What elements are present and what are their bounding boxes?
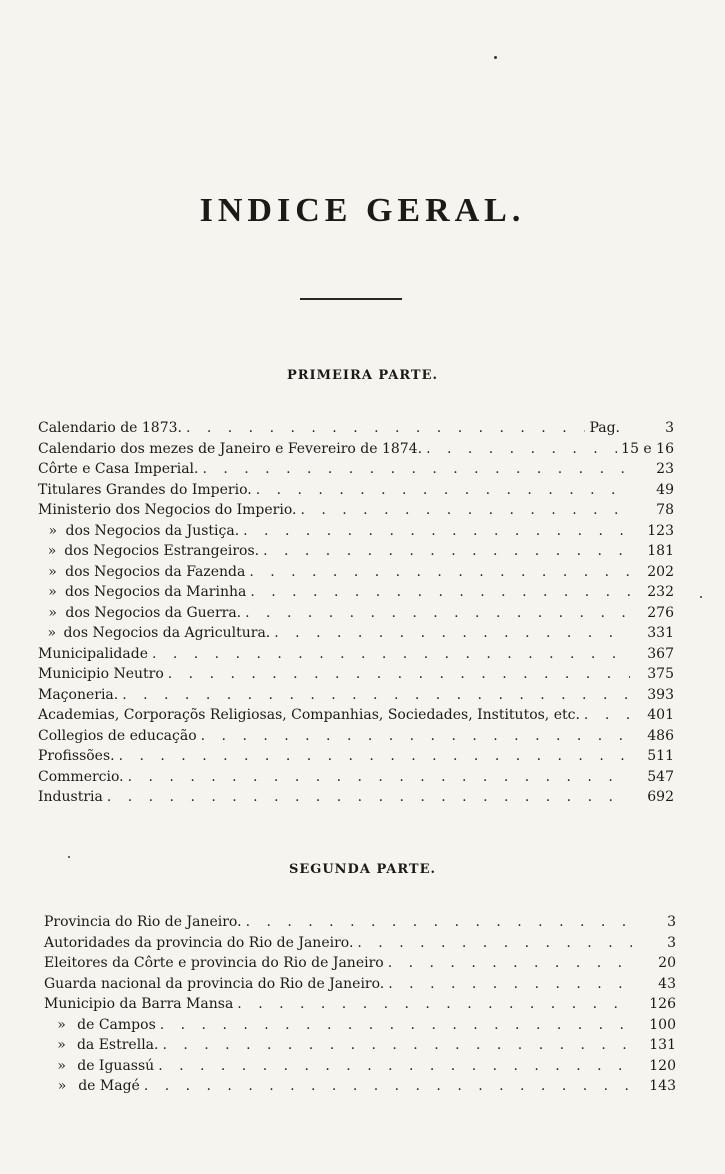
toc-entry [38,767,674,788]
entry-page-number: 43 [658,975,676,992]
leader-dots [388,953,632,974]
leader-dots [168,664,630,685]
entry-page-number: 23 [656,461,674,477]
entry-page-number: 511 [647,748,674,764]
leader-dots [300,500,630,521]
toc-entry [38,582,674,603]
leader-dots [201,726,630,747]
leader-dots [256,480,630,501]
entry-label: Industria [38,789,103,805]
entry-page-number: 3 [667,914,676,930]
ditto-mark: » [57,1016,66,1033]
entry-page-number: 126 [649,996,676,1012]
toc-entry [44,974,676,995]
leader-dots [122,685,630,706]
entry-page-number: 232 [647,584,674,600]
entry-page-number: 547 [647,768,674,785]
toc-entry [44,912,676,933]
leader-dots [263,541,630,562]
entry-label: Collegios de educação [38,727,197,744]
leader-dots [237,994,632,1015]
entry-label: Municipio Neutro [38,666,164,682]
leader-dots [584,705,630,726]
entry-label: dos Negocios da Fazenda [65,563,246,580]
toc-entry [38,623,674,644]
part-one-toc [38,418,674,808]
pag-label: Pag. [589,420,620,436]
leader-dots [144,1076,632,1097]
toc-entry [38,746,674,767]
toc-entry [44,1076,676,1097]
entry-page-number: 331 [647,625,674,641]
toc-entry [38,644,674,665]
entry-page-number: 120 [649,1057,676,1074]
leader-dots [158,1056,632,1077]
entry-page-number: 375 [647,666,674,682]
entry-label: Calendario de 1873. [38,420,182,436]
title-rule [300,298,402,300]
entry-label: dos Negocios da Guerra. [65,604,242,621]
entry-label: Municipalidade [38,645,148,662]
leader-dots [245,603,630,624]
toc-entry [44,1056,676,1077]
entry-page-number: 401 [647,707,674,723]
toc-entry [38,787,674,808]
toc-entry [38,439,674,460]
entry-page-number: 3 [667,934,676,951]
entry-label: Academias, Corporaçõs Religiosas, Companhias, Sociedades, Institutos, etc. [38,707,580,723]
entry-page-number: 276 [647,604,674,621]
entry-label: Ministerio dos Negocios do Imperio. [38,502,297,518]
leader-dots [162,1035,632,1056]
toc-entry [44,994,676,1015]
leader-dots [388,974,632,995]
entry-label: dos Negocios da Agricultura. [63,625,271,641]
leader-dots [107,787,630,808]
entry-label: de Magé [78,1078,140,1094]
ditto-mark: » [57,1057,66,1074]
entry-label: Provincia do Rio de Janeiro. [44,914,242,930]
leader-dots [202,459,630,480]
entry-label: dos Negocios da Marinha [65,584,247,600]
leader-dots [160,1015,632,1036]
entry-label: Municipio da Barra Mansa [44,996,234,1012]
toc-entry [44,953,676,974]
toc-entry [44,1035,676,1056]
ink-speck [700,596,702,598]
leader-dots [119,746,630,767]
entry-label: de Campos [77,1016,156,1033]
entry-label: Commercio. [38,768,124,785]
leader-dots [357,933,632,954]
entry-label: Eleitores da Côrte e provincia do Rio de Janeiro [44,955,384,971]
toc-entry [44,933,676,954]
part-two-toc [44,912,676,1097]
entry-label: de Iguassú [77,1057,155,1074]
entry-label: Profissões. [38,748,115,764]
leader-dots [249,562,630,583]
entry-page-number: 143 [649,1078,676,1094]
toc-entry [38,521,674,542]
toc-entry [38,480,674,501]
entry-page-number: 123 [647,522,674,539]
leader-dots [274,623,630,644]
entry-page-number: 692 [647,789,674,805]
entry-page-number: 20 [658,955,676,971]
entry-label: dos Negocios Estrangeiros. [64,543,260,559]
toc-entry [38,685,674,706]
ditto-mark: » [48,522,58,539]
entry-page-number: 131 [649,1037,676,1053]
entry-label: Maçoneria. [38,686,119,703]
part-two-heading: SEGUNDA PARTE. [288,862,437,877]
toc-entry [38,705,674,726]
toc-entry [38,664,674,685]
page-title: INDICE GERAL. [199,192,526,229]
toc-entry [38,500,674,521]
leader-dots [128,767,630,788]
leader-dots [152,644,630,665]
entry-page-number: 367 [647,645,674,662]
toc-entry [38,562,674,583]
entry-label: dos Negocios da Justiça. [65,522,240,539]
ditto-mark: » [47,543,57,559]
part-one-heading: PRIMEIRA PARTE. [286,368,439,383]
entry-page-number: 78 [656,502,674,518]
leader-dots [246,912,632,933]
toc-entry [38,541,674,562]
ditto-mark: » [47,625,57,641]
ditto-mark: » [48,584,57,600]
leader-dots [426,439,617,460]
entry-page-number: 49 [656,481,674,498]
toc-entry [38,418,674,439]
toc-entry [38,459,674,480]
entry-page-number: 202 [647,563,674,580]
ink-speck [494,56,497,59]
entry-label: Côrte e Casa Imperial. [38,461,199,477]
entry-page-number: 181 [647,543,674,559]
entry-label: Titulares Grandes do Imperio. [38,481,252,498]
ditto-mark: » [48,563,57,580]
leader-dots [243,521,630,542]
ditto-mark: » [57,1078,67,1094]
entry-page-number: 15 e 16 [621,440,674,457]
toc-entry [44,1015,676,1036]
entry-label: Guarda nacional da provincia do Rio de Janeiro. [44,975,385,992]
leader-dots [186,418,585,439]
entry-label: da Estrella. [76,1037,159,1053]
entry-page-number: 100 [649,1016,676,1033]
ditto-mark: » [57,1037,66,1053]
ink-speck [68,856,70,858]
entry-page-number: 3 [665,420,674,436]
toc-entry [38,726,674,747]
entry-label: Autoridades da provincia do Rio de Janeiro. [44,934,354,951]
entry-label: Calendario dos mezes de Janeiro e Fevereiro de 1874. [38,440,423,457]
entry-page-number: 486 [647,727,674,744]
leader-dots [250,582,630,603]
entry-page-number: 393 [647,686,674,703]
toc-entry [38,603,674,624]
ditto-mark: » [48,604,57,621]
